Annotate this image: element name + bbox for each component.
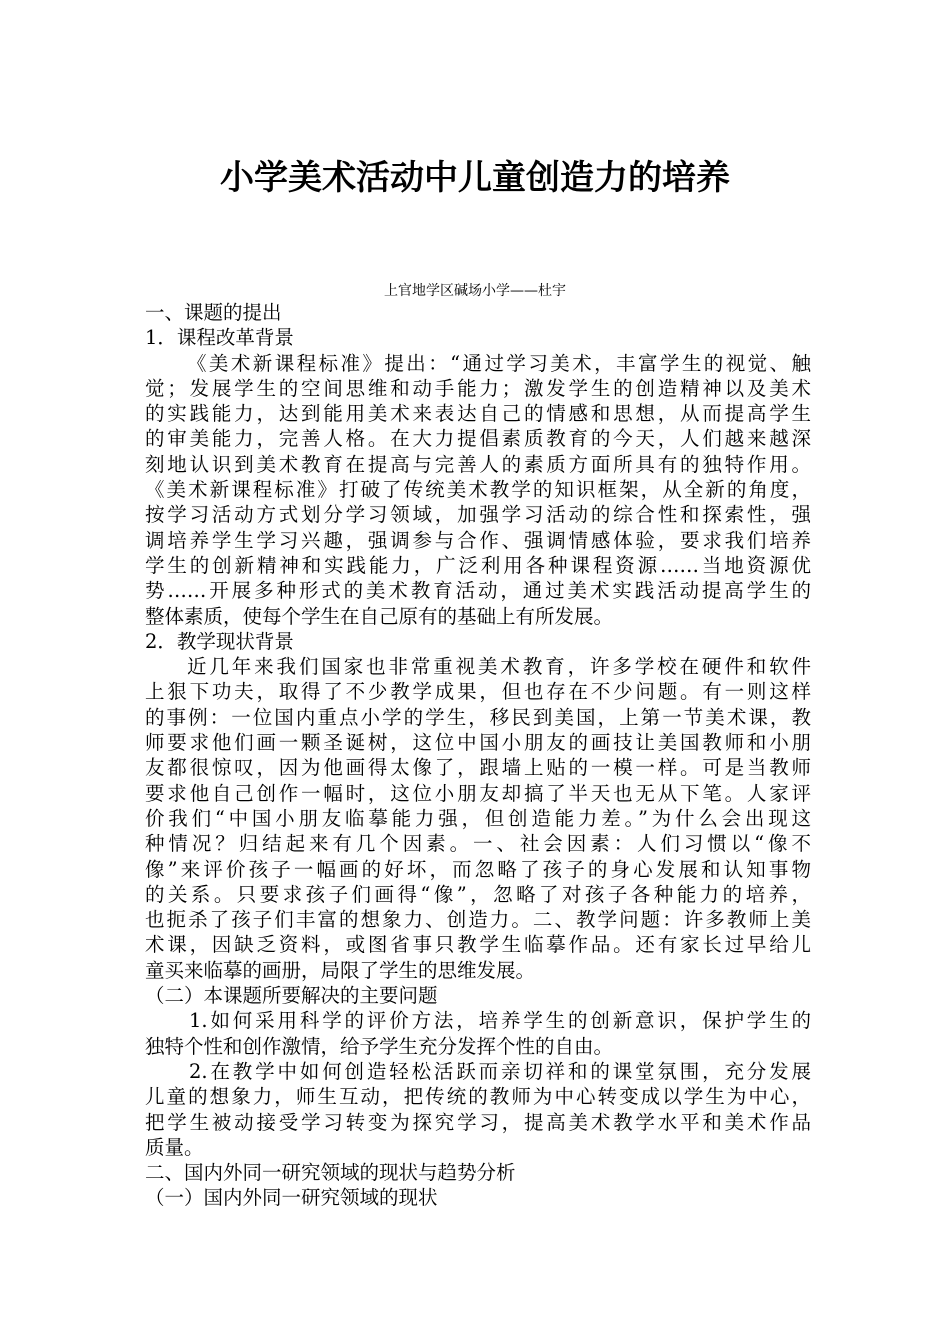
paragraph-line: 近几年来我们国家也非常重视美术教育，许多学校在硬件和软件 — [187, 655, 811, 679]
paragraph-line: 2.在教学中如何创造轻松活跃而亲切祥和的课堂氛围，充分发展 — [189, 1059, 811, 1083]
paragraph-line: 术课，因缺乏资料，或图省事只教学生临摹作品。还有家长过早给儿 — [145, 933, 811, 957]
paragraph-line: 学生的创新精神和实践能力，广泛利用各种课程资源……当地资源优 — [145, 553, 811, 577]
subsection-heading: （二）本课题所要解决的主要问题 — [145, 984, 438, 1008]
section-heading: 二、国内外同一研究领域的现状与趋势分析 — [145, 1161, 516, 1185]
paragraph-line: 要求他自己创作一幅时，这位小朋友却搞了半天也无从下笔。人家评 — [145, 781, 811, 805]
paragraph-line: 也扼杀了孩子们丰富的想象力、创造力。二、教学问题：许多教师上美 — [145, 908, 811, 932]
paragraph-line: 的实践能力，达到能用美术来表达自己的情感和思想，从而提高学生 — [145, 402, 811, 426]
paragraph-line: 把学生被动接受学习转变为探究学习，提高美术教学水平和美术作品 — [145, 1110, 811, 1134]
paragraph-line: 整体素质，使每个学生在自己原有的基础上有所发展。 — [145, 604, 614, 628]
paragraph-line: 的关系。只要求孩子们画得“像”，忽略了对孩子各种能力的培养， — [145, 882, 811, 906]
document-author: 上官地学区碱场小学——杜宇 — [384, 283, 566, 299]
paragraph-line: 友都很惊叹，因为他画得太像了，跟墙上贴的一模一样。可是当教师 — [145, 756, 811, 780]
subsection-heading: 2．教学现状背景 — [145, 629, 294, 653]
paragraph-line: 独特个性和创作激情，给予学生充分发挥个性的自由。 — [145, 1034, 614, 1058]
subsection-heading: 1．课程改革背景 — [145, 326, 294, 350]
paragraph-line: 童买来临摹的画册，局限了学生的思维发展。 — [145, 958, 536, 982]
paragraph-line: 刻地认识到美术教育在提高与完善人的素质方面所具有的独特作用。 — [145, 452, 811, 476]
paragraph-line: 觉；发展学生的空间思维和动手能力；激发学生的创造精神以及美术 — [145, 376, 811, 400]
paragraph-line: 《美术新课程标准》打破了传统美术教学的知识框架，从全新的角度， — [145, 478, 811, 502]
paragraph-line: 调培养学生学习兴趣，强调参与合作、强调情感体验，要求我们培养 — [145, 528, 811, 552]
paragraph-line: 的事例：一位国内重点小学的学生，移民到美国，上第一节美术课，教 — [145, 705, 811, 729]
paragraph-line: 势……开展多种形式的美术教育活动，通过美术实践活动提高学生的 — [145, 579, 811, 603]
paragraph-line: 1.如何采用科学的评价方法，培养学生的创新意识，保护学生的 — [189, 1009, 811, 1033]
paragraph-line: 上狠下功夫，取得了不少教学成果，但也存在不少问题。有一则这样 — [145, 680, 811, 704]
paragraph-line: 像”来评价孩子一幅画的好坏，而忽略了孩子的身心发展和认知事物 — [145, 857, 811, 881]
paragraph-line: 质量。 — [145, 1135, 204, 1159]
paragraph-line: 儿童的想象力，师生互动，把传统的教师为中心转变成以学生为中心， — [145, 1085, 811, 1109]
section-heading: 一、课题的提出 — [145, 301, 282, 324]
paragraph-line: 师要求他们画一颗圣诞树，这位中国小朋友的画技让美国教师和小朋 — [145, 731, 811, 755]
paragraph-line: 《美术新课程标准》提出：“通过学习美术，丰富学生的视觉、触 — [187, 351, 811, 375]
subsection-heading: （一）国内外同一研究领域的现状 — [145, 1186, 438, 1210]
paragraph-line: 价我们“中国小朋友临摹能力强，但创造能力差。”为什么会出现这 — [145, 806, 811, 830]
document-title: 小学美术活动中儿童创造力的培养 — [220, 158, 730, 198]
paragraph-line: 种情况？归结起来有几个因素。一、社会因素：人们习惯以“像不 — [145, 832, 811, 856]
paragraph-line: 按学习活动方式划分学习领域，加强学习活动的综合性和探索性，强 — [145, 503, 811, 527]
document-body — [145, 300, 811, 1211]
paragraph-line: 的审美能力，完善人格。在大力提倡素质教育的今天，人们越来越深 — [145, 427, 811, 451]
